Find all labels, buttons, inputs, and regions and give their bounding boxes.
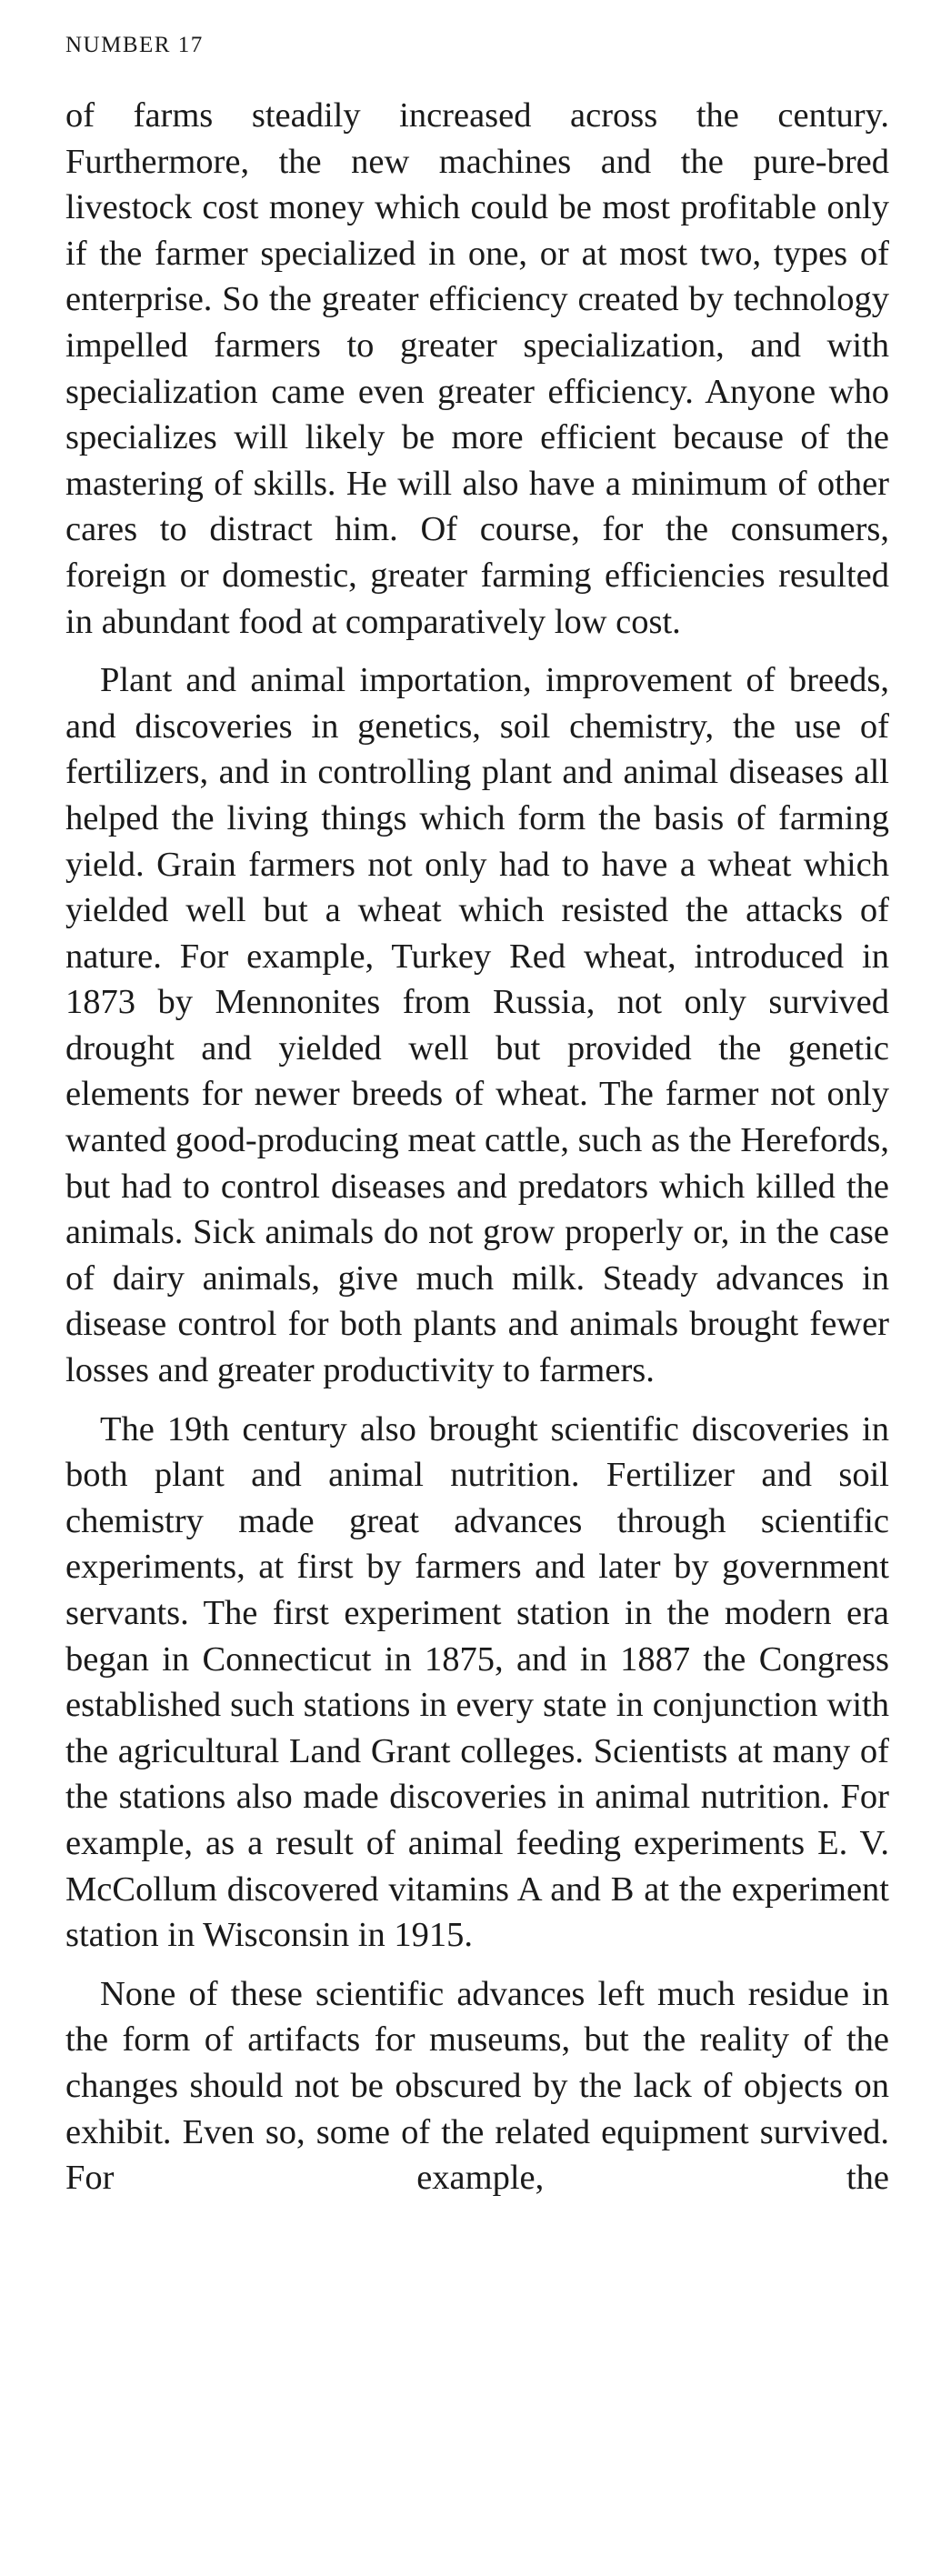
running-header: NUMBER 17	[65, 33, 204, 57]
paragraph-3: The 19th century also brought scientific discoveries in both plant and animal nutrition. Fertilizer and soil chemistry made great advances through scientific experiments, at first by farmers and later by government servants. The first experiment station in the modern era began in Connecticut in 1875, and in 1887 the Congress established such stations in every state in conjunction with the agricultural Land Grant colleges. Scientists at many of the stations also made discoveries in animal nutrition. For example, as a result of animal feeding experiments E. V. McCollum discovered vitamins A and B at the experiment station in Wisconsin in 1915.	[65, 1409, 889, 1955]
paragraph-1: of farms steadily increased across the century. Furthermore, the new machines and the pure-bred livestock cost money which could be most profitable only if the farmer specialized in one, or at most two, types of enterprise. So the greater efficiency created by technology impelled farmers to greater specialization, and with specialization came even greater efficiency. Anyone who specializes will likely be more efficient because of the mastering of skills. He will also have a minimum of other cares to distract him. Of course, for the consumers, foreign or domestic, greater farming efficiencies resulted in abundant food at comparatively low cost.	[65, 96, 889, 641]
paragraph-2: Plant and animal importation, improvement of breeds, and discoveries in genetics, soil chemistry, the use of fertilizers, and in controlling plant and animal diseases all helped the living things which form the basis of farming yield. Grain farmers not only had to have a wheat which yielded well but a wheat which resisted the attacks of nature. For example, Turkey Red wheat, introduced in 1873 by Mennonites from Russia, not only survived drought and yielded well but provided the genetic elements for newer breeds of wheat. The farmer not only wanted good-producing meat cattle, such as the Herefords, but had to control diseases and predators which killed the animals. Sick animals do not grow properly or, in the case of dairy animals, give much milk. Steady advances in disease control for both plants and animals brought fewer losses and greater productivity to farmers.	[65, 661, 889, 1390]
paragraph-4: None of these scientific advances left much residue in the form of artifacts for museums, but the reality of the changes should not be obscured by the lack of objects on exhibit. Even so, some of the related equipment survived. For example, the	[65, 1974, 889, 2198]
body-text	[65, 93, 889, 2214]
